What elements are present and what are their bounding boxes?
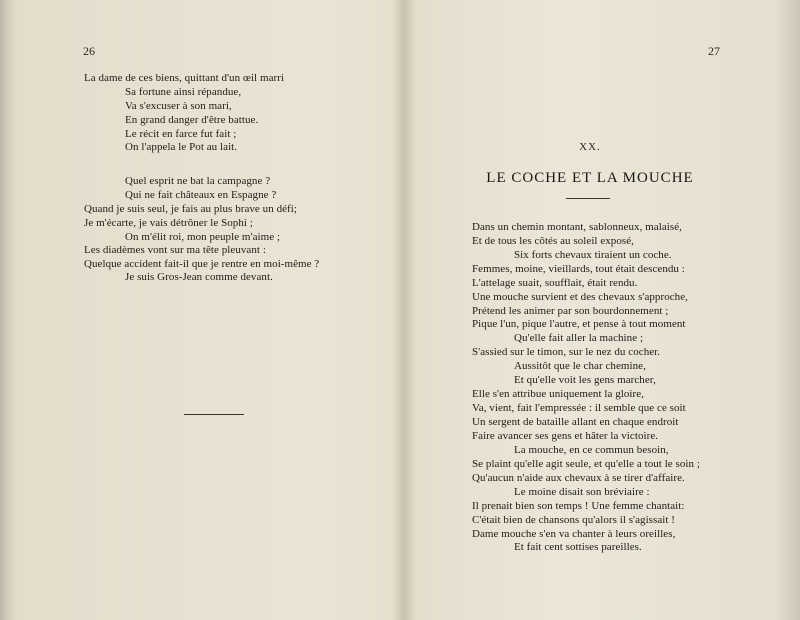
poem-line: Va, vient, fait l'empressée : il semble que ce soit <box>472 402 686 414</box>
poem-line: Prétend les animer par son bourdonnement ; <box>472 305 669 317</box>
poem-line: Dame mouche s'en va chanter à leurs oreilles, <box>472 528 676 540</box>
poem-line: Et qu'elle voit les gens marcher, <box>514 374 656 386</box>
poem-line: Quelque accident fait-il que je rentre en moi-même ? <box>84 258 320 270</box>
page-number-left: 26 <box>83 44 95 58</box>
poem-line: En grand danger d'être battue. <box>125 114 259 126</box>
poem-line: Quand je suis seul, je fais au plus brave un défi; <box>84 203 297 215</box>
poem-line: Les diadèmes vont sur ma tête pleuvant : <box>84 244 266 256</box>
poem-line: Et de tous les côtés au soleil exposé, <box>472 235 634 247</box>
poem-line: Pique l'un, pique l'autre, et pense à tout moment <box>472 318 686 330</box>
right-page <box>402 0 792 620</box>
poem-line: Six forts chevaux tiraient un coche. <box>514 249 672 261</box>
poem-line: Qu'aucun n'aide aux chevaux à se tirer d'affaire. <box>472 472 685 484</box>
poem-line: Va s'excuser à son mari, <box>125 100 232 112</box>
poem-line: Il prenait bien son temps ! Une femme chantait: <box>472 500 685 512</box>
poem-line: Qui ne fait châteaux en Espagne ? <box>125 189 277 201</box>
poem-line: Elle s'en attribue uniquement la gloire, <box>472 388 644 400</box>
poem-line: S'assied sur le timon, sur le nez du cocher. <box>472 346 661 358</box>
poem-line: Un sergent de bataille allant en chaque endroit <box>472 416 679 428</box>
end-rule <box>184 414 244 415</box>
poem-line: Sa fortune ainsi répandue, <box>125 86 242 98</box>
poem-line: Je suis Gros-Jean comme devant. <box>125 271 273 283</box>
poem-line: On m'élit roi, mon peuple m'aime ; <box>125 231 281 243</box>
poem-line: On l'appela le Pot au lait. <box>125 141 238 153</box>
poem-line: L'attelage suait, soufflait, était rendu. <box>472 277 638 289</box>
poem-line: C'était bien de chansons qu'alors il s'agissait ! <box>472 514 675 526</box>
page-number-right: 27 <box>708 44 720 58</box>
poem-line: Une mouche survient et des chevaux s'approche, <box>472 291 688 303</box>
title-rule <box>566 198 610 199</box>
poem-line: Faire avancer ses gens et hâter la victoire. <box>472 430 659 442</box>
poem-line: Je m'écarte, je vais détrôner le Sophi ; <box>84 217 253 229</box>
poem-line: Se plaint qu'elle agit seule, et qu'elle a tout le soin ; <box>472 458 700 470</box>
poem-line: Le moine disait son bréviaire : <box>514 486 650 498</box>
fable-number: XX. <box>579 141 601 153</box>
poem-line: La dame de ces biens, quittant d'un œil marri <box>84 72 285 84</box>
poem-line: Qu'elle fait aller la machine ; <box>514 332 644 344</box>
poem-line: Dans un chemin montant, sablonneux, malaisé, <box>472 221 682 233</box>
poem-line: Quel esprit ne bat la campagne ? <box>125 175 271 187</box>
left-page <box>8 0 400 620</box>
poem-line: Aussitôt que le char chemine, <box>514 360 646 372</box>
poem-line: La mouche, en ce commun besoin, <box>514 444 669 456</box>
fable-title: LE COCHE ET LA MOUCHE <box>486 170 694 186</box>
poem-line: Et fait cent sottises pareilles. <box>514 541 642 553</box>
poem-line: Femmes, moine, vieillards, tout était descendu : <box>472 263 685 275</box>
poem-line: Le récit en farce fut fait ; <box>125 128 237 140</box>
